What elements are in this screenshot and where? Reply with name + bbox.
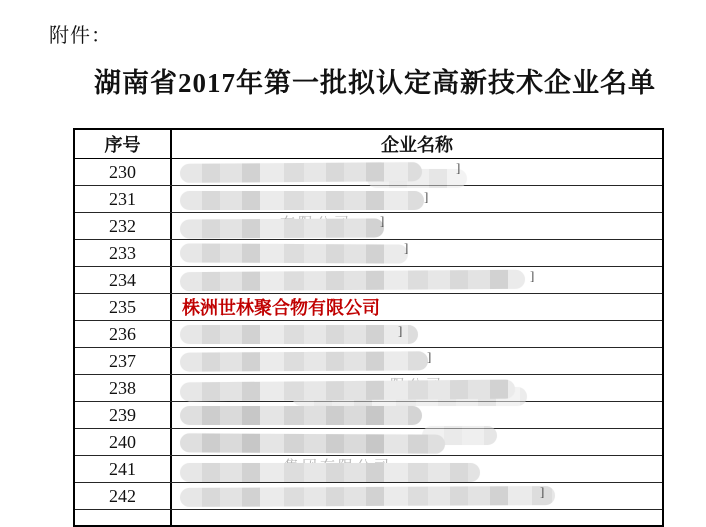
- faint-bracket-mark: ]: [424, 189, 429, 204]
- redaction-blur: [180, 218, 384, 238]
- redaction-blur: [180, 240, 409, 263]
- table-row: [75, 483, 662, 510]
- row-seq: 230: [75, 159, 172, 185]
- faint-bracket-mark: ]: [398, 323, 403, 338]
- redaction-blur: [180, 325, 418, 344]
- row-name-cell: [172, 429, 662, 455]
- table-row: [75, 456, 662, 483]
- row-seq: 231: [75, 186, 172, 212]
- row-name-cell: [172, 375, 662, 401]
- redaction-blur: [180, 191, 424, 210]
- row-name-cell: [172, 483, 662, 509]
- redaction-blur: [180, 162, 422, 183]
- page-title: 湖南省2017年第一批拟认定高新技术企业名单: [94, 68, 656, 98]
- redaction-blur: [180, 270, 525, 291]
- faint-bracket-mark: ]: [427, 349, 432, 364]
- row-name-cell: [172, 348, 662, 374]
- row-name-cell: [172, 510, 662, 525]
- row-name-cell: [172, 186, 662, 212]
- row-seq: 238: [75, 375, 172, 401]
- redaction-blur: [180, 380, 515, 402]
- table-row: [75, 429, 662, 456]
- row-seq: 242: [75, 483, 172, 509]
- row-seq: 240: [75, 429, 172, 455]
- attachment-label: 附件：: [49, 25, 112, 47]
- table-row-partial: [75, 510, 662, 525]
- row-name-cell: [172, 267, 662, 293]
- row-seq: 239: [75, 402, 172, 428]
- redaction-blur: [180, 486, 555, 507]
- table-row: [75, 294, 662, 321]
- row-name-cell: [172, 213, 662, 239]
- row-name-cell: [172, 159, 662, 185]
- enterprise-table: [73, 128, 664, 527]
- table-body: [75, 159, 662, 510]
- row-seq: 233: [75, 240, 172, 266]
- redaction-blur: [180, 463, 480, 482]
- table-row: [75, 159, 662, 186]
- faint-bracket-mark: ]: [530, 268, 535, 283]
- row-seq: 235: [75, 294, 172, 320]
- faint-bracket-mark: ]: [540, 484, 545, 499]
- row-seq: 237: [75, 348, 172, 374]
- table-header-row: [75, 130, 662, 159]
- faint-bracket-mark: ]: [380, 213, 385, 228]
- row-name-cell: [172, 294, 662, 320]
- row-seq: [75, 510, 172, 525]
- row-name-cell: [172, 456, 662, 482]
- column-header-name: 企业名称: [381, 135, 453, 155]
- row-seq: 234: [75, 267, 172, 293]
- row-seq: 232: [75, 213, 172, 239]
- column-header-seq: 序号: [75, 130, 172, 158]
- row-name-cell: [172, 321, 662, 347]
- table-row: [75, 375, 662, 402]
- redaction-blur: [180, 406, 422, 425]
- faint-bracket-mark: ]: [456, 160, 461, 175]
- row-seq: 241: [75, 456, 172, 482]
- table-row: [75, 402, 662, 429]
- table-row: [75, 321, 662, 348]
- table-row: [75, 267, 662, 294]
- table-row: [75, 348, 662, 375]
- faint-bracket-mark: ]: [404, 240, 409, 255]
- company-name-text: 株洲世林聚合物有限公司: [182, 298, 380, 318]
- table-row: [75, 213, 662, 240]
- redaction-blur: [180, 433, 445, 453]
- table-row: [75, 186, 662, 213]
- table-row: [75, 240, 662, 267]
- redaction-blur: [180, 351, 428, 371]
- row-seq: 236: [75, 321, 172, 347]
- row-name-cell: [172, 240, 662, 266]
